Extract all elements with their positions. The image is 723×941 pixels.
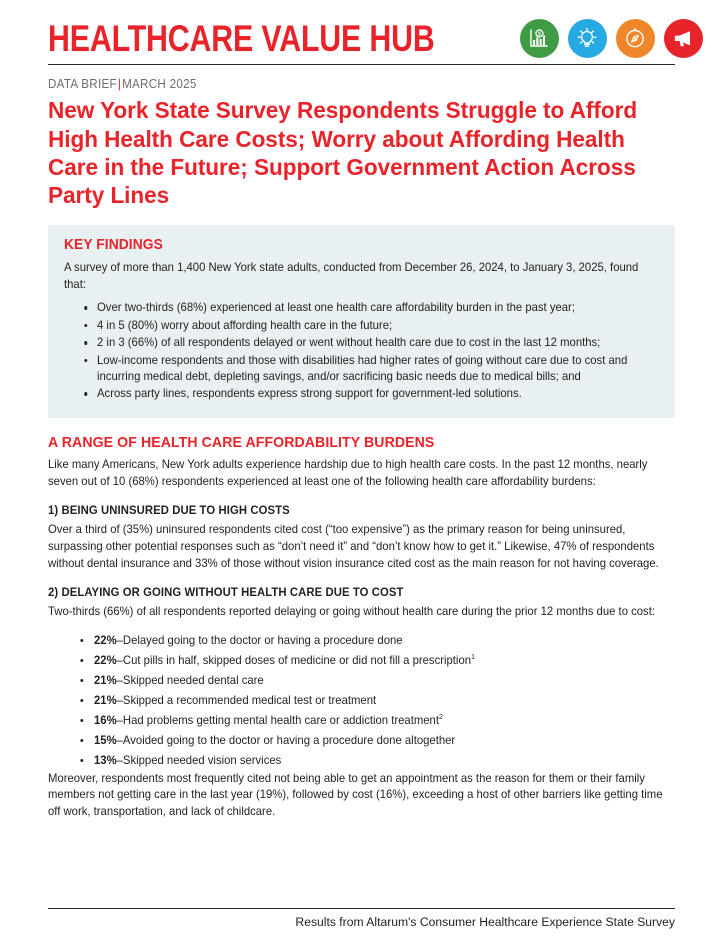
masthead-divider — [48, 64, 675, 65]
stat-dash: – — [116, 654, 123, 667]
stat-label: Skipped needed dental care — [122, 673, 264, 687]
footer-source-text: Results from Altarum's Consumer Healthcare Experience State Survey — [295, 915, 675, 929]
key-findings-panel — [48, 225, 675, 418]
stat-label: Skipped needed vision services — [122, 753, 282, 767]
subsection-paragraph-delaying-care: Two-thirds (66%) of all respondents reported delaying or going without health care during the prior 12 months due to cost: — [48, 605, 655, 619]
stat-label: Had problems getting mental health care or addiction treatment — [122, 713, 439, 727]
page-title: New York State Survey Respondents Struggle to Afford High Health Care Costs; Worry about Affording Health Care in the Future; Support Government Action Across Party Lines — [48, 97, 638, 209]
kicker — [48, 77, 631, 91]
closing-paragraph: Moreover, respondents most frequently cited not being able to get an appointment as the reason for them or their family members not getting care in the last year (19%), followed by cost (16%), exceeding a host of other barriers like getting time off work, transportation, and lack of childcare. — [48, 771, 663, 818]
stat-label: Skipped a recommended medical test or treatment — [122, 693, 377, 707]
stat-footnote: 2 — [438, 711, 444, 721]
subsection-heading-uninsured: 1) BEING UNINSURED DUE TO HIGH COSTS — [48, 503, 290, 518]
subsection-heading-delaying-care: 2) DELAYING OR GOING WITHOUT HEALTH CARE DUE TO COST — [48, 585, 404, 600]
list-item: Over two-thirds (68%) experienced at least one health care affordability burden in the past year; — [97, 300, 653, 316]
list-item — [94, 671, 660, 691]
subsection-paragraph-uninsured: Over a third of (35%) uninsured respondents cited cost (“too expensive”) as the primary reason for being uninsured, surpassing other potential responses such as “don’t need it” and “don’t know how to get it.” Likewise, 47% of respondents without dental insurance and 33% of those without vision insurance cited cost as the main reason for not having coverage. — [48, 523, 659, 570]
stat-dash: – — [116, 753, 123, 767]
stat-label: Delayed going to the doctor or having a procedure done — [122, 634, 403, 648]
stat-dash: – — [116, 733, 123, 747]
masthead — [48, 0, 675, 58]
list-item — [94, 631, 660, 651]
stat-dash: – — [116, 693, 123, 707]
lightbulb-idea-icon — [568, 19, 607, 58]
stat-percent: 21% — [94, 673, 117, 687]
brand-title: HEALTHCARE VALUE HUB — [48, 17, 435, 59]
kicker-separator: | — [117, 77, 122, 92]
stat-percent: 22% — [94, 654, 117, 667]
stat-dash: – — [116, 713, 123, 727]
stat-dash: – — [116, 634, 123, 648]
key-findings-intro: A survey of more than 1,400 New York state adults, conducted from December 26, 2024, to January 3, 2025, found that: — [64, 261, 639, 291]
masthead-icon-row — [520, 19, 703, 58]
stat-label: Cut pills in half, skipped doses of medicine or did not fill a prescription — [122, 654, 472, 667]
stat-percent: 22% — [94, 634, 117, 648]
delaying-care-stats-list — [48, 631, 675, 771]
section-intro-paragraph: Like many Americans, New York adults experience hardship due to high health care costs. In the past 12 months, nearly seven out of 10 (68%) respondents experienced at least one of the following health care affordability burdens: — [48, 457, 648, 488]
bar-chart-dollar-icon — [520, 19, 559, 58]
kicker-label: DATA BRIEF — [48, 77, 117, 92]
list-item: 4 in 5 (80%) worry about affording health care in the future; — [97, 318, 653, 334]
key-findings-list — [64, 300, 659, 403]
stat-percent: 13% — [94, 753, 117, 767]
footer-divider — [48, 908, 675, 909]
list-item — [94, 651, 660, 671]
megaphone-icon — [664, 19, 703, 58]
kicker-date: MARCH 2025 — [122, 77, 197, 92]
list-item — [94, 751, 660, 771]
list-item — [94, 691, 660, 711]
list-item — [94, 711, 660, 731]
key-findings-heading: KEY FINDINGS — [64, 237, 163, 254]
stat-percent: 15% — [94, 733, 117, 747]
list-item: Across party lines, respondents express strong support for government-led solutions. — [97, 386, 653, 402]
svg-text:$: $ — [538, 31, 541, 38]
stat-footnote: 1 — [471, 652, 476, 662]
list-item — [94, 731, 660, 751]
stat-percent: 21% — [94, 693, 117, 707]
stat-percent: 16% — [94, 713, 117, 727]
stat-label: Avoided going to the doctor or having a procedure done altogether — [122, 733, 456, 747]
list-item: 2 in 3 (66%) of all respondents delayed or went without health care due to cost in the last 12 months; — [97, 335, 653, 351]
compass-icon — [616, 19, 655, 58]
section-heading-affordability-burdens: A RANGE OF HEALTH CARE AFFORDABILITY BURDENS — [48, 433, 435, 451]
page-footer — [48, 908, 675, 929]
list-item: Low-income respondents and those with disabilities had higher rates of going without care due to cost and incurring medical debt, depleting savings, and/or sacrificing basic needs due to medical bills; and — [97, 353, 653, 386]
stat-dash: – — [116, 673, 123, 687]
